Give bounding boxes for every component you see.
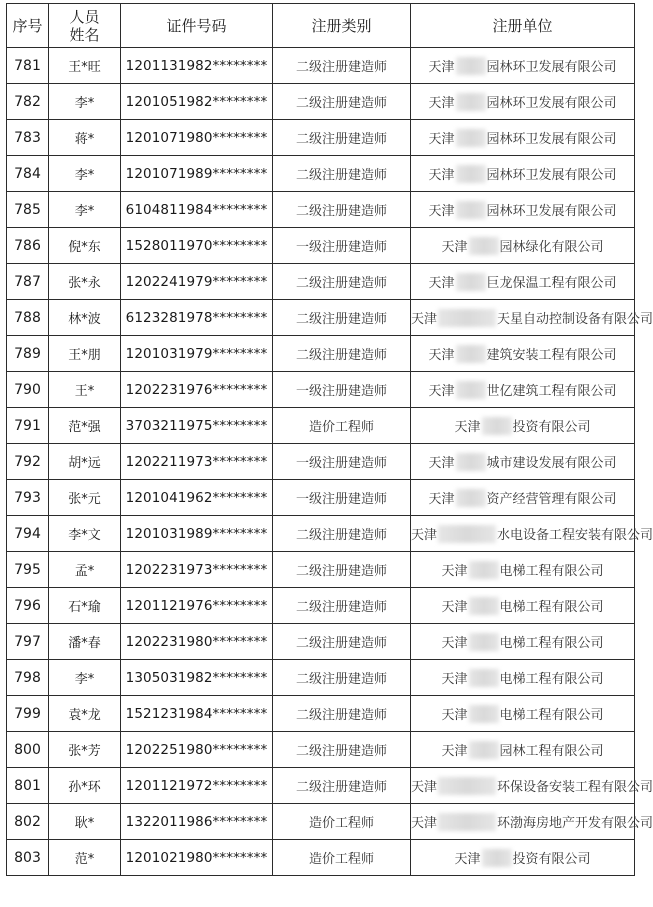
person-name-cell: 袁*龙	[49, 696, 121, 732]
id-number-cell: 6123281978********	[121, 300, 273, 336]
unit-prefix: 天津	[454, 420, 481, 435]
unit-prefix: 天津	[428, 492, 455, 507]
registration-unit-cell	[411, 516, 653, 552]
registration-unit-cell	[411, 156, 635, 192]
table-row	[7, 84, 635, 120]
table-row	[7, 192, 635, 228]
person-name-cell: 李*	[49, 84, 121, 120]
unit-prefix: 天津	[428, 168, 455, 183]
serial-cell: 787	[7, 264, 49, 300]
person-name-cell: 林*波	[49, 300, 121, 336]
header-registration-unit: 注册单位	[411, 4, 635, 48]
id-number-cell: 1201041962********	[121, 480, 273, 516]
header-row	[7, 4, 635, 48]
registration-unit-cell	[411, 192, 635, 228]
registration-type-cell: 二级注册建造师	[273, 336, 411, 372]
registration-unit-cell	[411, 660, 635, 696]
unit-suffix: 电梯工程有限公司	[499, 636, 604, 651]
unit-prefix: 天津	[428, 96, 455, 111]
redaction-mask	[482, 417, 512, 435]
redaction-mask	[456, 453, 486, 471]
table-row	[7, 48, 635, 84]
id-number-cell: 1528011970********	[121, 228, 273, 264]
id-number-cell: 1322011986********	[121, 804, 273, 840]
redaction-mask	[469, 561, 499, 579]
registration-unit-cell	[411, 480, 635, 516]
table-row	[7, 516, 635, 552]
unit-prefix: 天津	[428, 132, 455, 147]
serial-cell: 786	[7, 228, 49, 264]
registration-unit-cell	[411, 48, 635, 84]
person-name-cell: 王*	[49, 372, 121, 408]
table-row	[7, 552, 635, 588]
serial-cell: 784	[7, 156, 49, 192]
registration-table	[6, 3, 653, 876]
id-number-cell: 1202231980********	[121, 624, 273, 660]
unit-suffix: 环渤海房地产开发有限公司	[497, 816, 653, 831]
registration-unit-cell	[411, 696, 635, 732]
person-name-cell: 范*强	[49, 408, 121, 444]
registration-type-cell: 二级注册建造师	[273, 624, 411, 660]
unit-prefix: 天津	[428, 348, 455, 363]
unit-suffix: 园林环卫发展有限公司	[486, 132, 617, 147]
registration-type-cell: 一级注册建造师	[273, 444, 411, 480]
id-number-cell: 1202211973********	[121, 444, 273, 480]
redaction-mask	[469, 597, 499, 615]
unit-suffix: 园林环卫发展有限公司	[486, 204, 617, 219]
registration-unit-cell	[411, 588, 635, 624]
id-number-cell: 1201071989********	[121, 156, 273, 192]
unit-prefix: 天津	[428, 384, 455, 399]
registration-unit-cell	[411, 768, 653, 804]
registration-type-cell: 二级注册建造师	[273, 120, 411, 156]
serial-cell: 802	[7, 804, 49, 840]
redaction-mask	[438, 525, 496, 543]
table-row	[7, 408, 635, 444]
serial-cell: 799	[7, 696, 49, 732]
registration-unit-cell	[411, 300, 653, 336]
id-number-cell: 1201121976********	[121, 588, 273, 624]
redaction-mask	[469, 741, 499, 759]
table-row	[7, 372, 635, 408]
redaction-mask	[469, 705, 499, 723]
unit-prefix: 天津	[441, 744, 468, 759]
registration-unit-cell	[411, 120, 635, 156]
id-number-cell: 1202251980********	[121, 732, 273, 768]
person-name-cell: 孙*环	[49, 768, 121, 804]
unit-suffix: 园林环卫发展有限公司	[486, 60, 617, 75]
serial-cell: 781	[7, 48, 49, 84]
table-row	[7, 120, 635, 156]
serial-cell: 800	[7, 732, 49, 768]
unit-prefix: 天津	[441, 636, 468, 651]
header-name-label: 人员姓名	[69, 7, 100, 44]
table-row	[7, 660, 635, 696]
serial-cell: 785	[7, 192, 49, 228]
unit-suffix: 巨龙保温工程有限公司	[486, 276, 617, 291]
serial-cell: 796	[7, 588, 49, 624]
unit-suffix: 园林环卫发展有限公司	[486, 168, 617, 183]
table-row	[7, 840, 635, 876]
registration-type-cell: 二级注册建造师	[273, 156, 411, 192]
redaction-mask	[456, 489, 486, 507]
registration-unit-cell	[411, 408, 635, 444]
registration-type-cell: 二级注册建造师	[273, 48, 411, 84]
header-name	[49, 4, 121, 48]
id-number-cell: 1201121972********	[121, 768, 273, 804]
registration-unit-cell	[411, 840, 635, 876]
serial-cell: 782	[7, 84, 49, 120]
person-name-cell: 耿*	[49, 804, 121, 840]
id-number-cell: 1202231976********	[121, 372, 273, 408]
unit-suffix: 环保设备安装工程有限公司	[497, 780, 653, 795]
table-header	[7, 4, 635, 48]
id-number-cell: 3703211975********	[121, 408, 273, 444]
registration-type-cell: 二级注册建造师	[273, 264, 411, 300]
unit-prefix: 天津	[441, 672, 468, 687]
id-number-cell: 1305031982********	[121, 660, 273, 696]
redaction-mask	[456, 93, 486, 111]
unit-suffix: 城市建设发展有限公司	[486, 456, 617, 471]
id-number-cell: 1202231973********	[121, 552, 273, 588]
redaction-mask	[456, 57, 486, 75]
redaction-mask	[438, 777, 496, 795]
unit-suffix: 园林工程有限公司	[499, 744, 604, 759]
unit-prefix: 天津	[454, 852, 481, 867]
serial-cell: 801	[7, 768, 49, 804]
unit-suffix: 投资有限公司	[512, 420, 591, 435]
person-name-cell: 王*旺	[49, 48, 121, 84]
person-name-cell: 蒋*	[49, 120, 121, 156]
person-name-cell: 李*	[49, 660, 121, 696]
id-number-cell: 1201051982********	[121, 84, 273, 120]
table-row	[7, 156, 635, 192]
person-name-cell: 李*文	[49, 516, 121, 552]
registration-type-cell: 二级注册建造师	[273, 768, 411, 804]
registration-type-cell: 二级注册建造师	[273, 300, 411, 336]
unit-suffix: 园林绿化有限公司	[499, 240, 604, 255]
serial-cell: 789	[7, 336, 49, 372]
person-name-cell: 孟*	[49, 552, 121, 588]
registration-type-cell: 二级注册建造师	[273, 732, 411, 768]
table-row	[7, 804, 635, 840]
person-name-cell: 张*永	[49, 264, 121, 300]
redaction-mask	[456, 345, 486, 363]
table-row	[7, 300, 635, 336]
serial-cell: 792	[7, 444, 49, 480]
person-name-cell: 胡*远	[49, 444, 121, 480]
unit-prefix: 天津	[428, 276, 455, 291]
registration-type-cell: 二级注册建造师	[273, 192, 411, 228]
redaction-mask	[469, 237, 499, 255]
unit-suffix: 电梯工程有限公司	[499, 600, 604, 615]
table-row	[7, 228, 635, 264]
registration-type-cell: 二级注册建造师	[273, 660, 411, 696]
registration-type-cell: 二级注册建造师	[273, 552, 411, 588]
person-name-cell: 李*	[49, 156, 121, 192]
unit-prefix: 天津	[441, 600, 468, 615]
id-number-cell: 1201131982********	[121, 48, 273, 84]
id-number-cell: 1201031979********	[121, 336, 273, 372]
unit-prefix: 天津	[441, 564, 468, 579]
unit-prefix: 天津	[441, 240, 468, 255]
unit-suffix: 水电设备工程安装有限公司	[497, 528, 653, 543]
registration-type-cell: 二级注册建造师	[273, 696, 411, 732]
unit-prefix: 天津	[428, 456, 455, 471]
registration-type-cell: 一级注册建造师	[273, 228, 411, 264]
unit-suffix: 建筑安装工程有限公司	[486, 348, 617, 363]
id-number-cell: 1201071980********	[121, 120, 273, 156]
person-name-cell: 潘*春	[49, 624, 121, 660]
person-name-cell: 倪*东	[49, 228, 121, 264]
registration-type-cell: 二级注册建造师	[273, 588, 411, 624]
redaction-mask	[469, 633, 499, 651]
registration-unit-cell	[411, 552, 635, 588]
registration-type-cell: 二级注册建造师	[273, 84, 411, 120]
registration-type-cell: 一级注册建造师	[273, 372, 411, 408]
registration-unit-cell	[411, 624, 635, 660]
registration-type-cell: 一级注册建造师	[273, 480, 411, 516]
id-number-cell: 1201021980********	[121, 840, 273, 876]
serial-cell: 783	[7, 120, 49, 156]
registration-unit-cell	[411, 444, 635, 480]
unit-suffix: 园林环卫发展有限公司	[486, 96, 617, 111]
serial-cell: 795	[7, 552, 49, 588]
registration-type-cell: 造价工程师	[273, 840, 411, 876]
table-row	[7, 768, 635, 804]
table-row	[7, 624, 635, 660]
registration-unit-cell	[411, 336, 635, 372]
id-number-cell: 6104811984********	[121, 192, 273, 228]
table-row	[7, 444, 635, 480]
registration-unit-cell	[411, 732, 635, 768]
unit-suffix: 天星自动控制设备有限公司	[497, 312, 653, 327]
person-name-cell: 张*芳	[49, 732, 121, 768]
unit-prefix: 天津	[441, 708, 468, 723]
serial-cell: 788	[7, 300, 49, 336]
header-id-number: 证件号码	[121, 4, 273, 48]
id-number-cell: 1521231984********	[121, 696, 273, 732]
table-row	[7, 696, 635, 732]
redaction-mask	[456, 201, 486, 219]
unit-prefix: 天津	[411, 780, 438, 795]
table-body	[7, 48, 653, 876]
id-number-cell: 1202241979********	[121, 264, 273, 300]
serial-cell: 791	[7, 408, 49, 444]
unit-suffix: 电梯工程有限公司	[499, 708, 604, 723]
unit-suffix: 电梯工程有限公司	[499, 564, 604, 579]
registration-unit-cell	[411, 84, 635, 120]
redaction-mask	[456, 273, 486, 291]
redaction-mask	[438, 309, 496, 327]
unit-suffix: 世亿建筑工程有限公司	[486, 384, 617, 399]
registration-type-cell: 造价工程师	[273, 804, 411, 840]
redaction-mask	[456, 381, 486, 399]
registration-unit-cell	[411, 804, 653, 840]
unit-suffix: 投资有限公司	[512, 852, 591, 867]
redaction-mask	[438, 813, 496, 831]
serial-cell: 797	[7, 624, 49, 660]
table-row	[7, 732, 635, 768]
unit-prefix: 天津	[411, 528, 438, 543]
serial-cell: 794	[7, 516, 49, 552]
unit-prefix: 天津	[428, 204, 455, 219]
header-serial: 序号	[7, 4, 49, 48]
person-name-cell: 范*	[49, 840, 121, 876]
table-row	[7, 480, 635, 516]
unit-prefix: 天津	[428, 60, 455, 75]
redaction-mask	[456, 129, 486, 147]
unit-suffix: 资产经营管理有限公司	[486, 492, 617, 507]
registration-unit-cell	[411, 264, 635, 300]
unit-prefix: 天津	[411, 312, 438, 327]
table-row	[7, 336, 635, 372]
header-registration-type: 注册类别	[273, 4, 411, 48]
registration-table-container	[6, 3, 653, 876]
serial-cell: 790	[7, 372, 49, 408]
table-row	[7, 588, 635, 624]
person-name-cell: 王*朋	[49, 336, 121, 372]
unit-suffix: 电梯工程有限公司	[499, 672, 604, 687]
redaction-mask	[469, 669, 499, 687]
serial-cell: 803	[7, 840, 49, 876]
registration-type-cell: 造价工程师	[273, 408, 411, 444]
redaction-mask	[482, 849, 512, 867]
person-name-cell: 李*	[49, 192, 121, 228]
redaction-mask	[456, 165, 486, 183]
serial-cell: 798	[7, 660, 49, 696]
table-row	[7, 264, 635, 300]
serial-cell: 793	[7, 480, 49, 516]
unit-prefix: 天津	[411, 816, 438, 831]
person-name-cell: 张*元	[49, 480, 121, 516]
person-name-cell: 石*瑜	[49, 588, 121, 624]
registration-type-cell: 二级注册建造师	[273, 516, 411, 552]
registration-unit-cell	[411, 372, 635, 408]
registration-unit-cell	[411, 228, 635, 264]
id-number-cell: 1201031989********	[121, 516, 273, 552]
